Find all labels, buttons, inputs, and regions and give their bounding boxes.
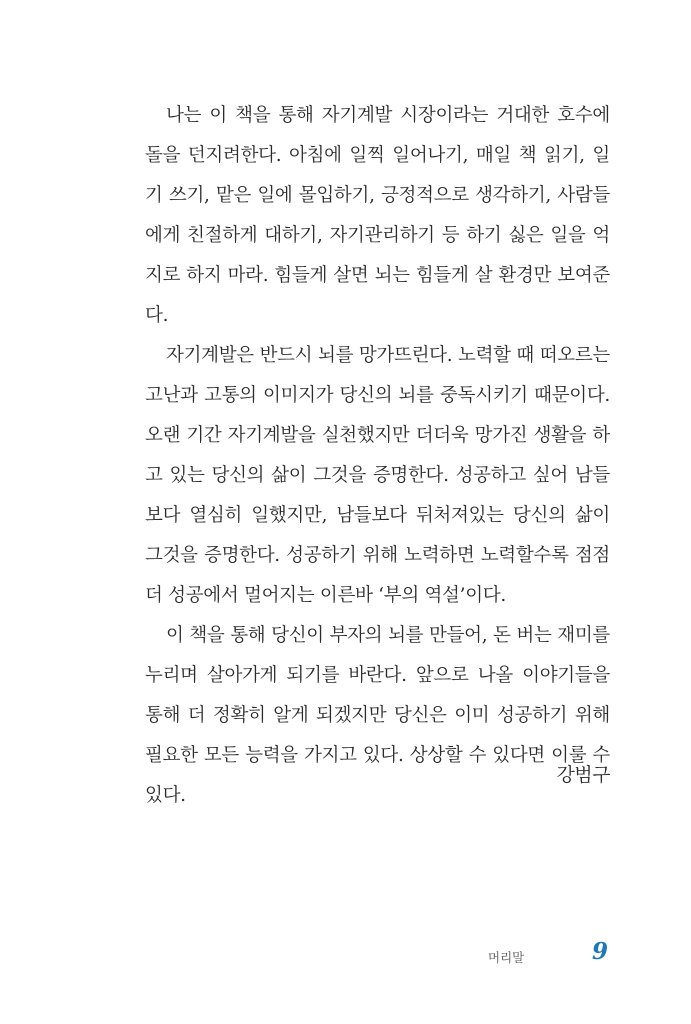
running-footer-section: 머리말 [488, 950, 525, 965]
paragraph-3: 이 책을 통해 당신이 부자의 뇌를 만들어, 돈 버는 재미를 누리며 살아가게 되기를 바란다. 앞으로 나올 이야기들을 통해 더 정확히 알게 되겠지만 당신은 이미 성공하기 위해 필요한 모든 능력을 가지고 있다. 상상할 수 있다면 이룰 수 있다. [145, 625, 610, 806]
paragraph-2: 자기계발은 반드시 뇌를 망가뜨린다. 노력할 때 떠오르는 고난과 고통의 이미지가 당신의 뇌를 중독시키기 때문이다. 오랜 기간 자기계발을 실천했지만 더더욱 망가진 생활을 하고 있는 당신의 삶이 그것을 증명한다. 성공하고 싶어 남들보다 열심히 일했지만, 남들보다 뒤처져있는 당신의 삶이 그것을 증명한다. 성공하기 위해 노력하면 노력할수록 점점 더 성공에서 멀어지는 이른바 ‘부의 역설’이다. [145, 345, 610, 606]
page-number: 9 [592, 938, 609, 965]
preface-body [145, 96, 610, 816]
author-signature: 강범구 [556, 764, 610, 786]
paragraph-1: 나는 이 책을 통해 자기계발 시장이라는 거대한 호수에 돌을 던지려한다. 아침에 일찍 일어나기, 매일 책 읽기, 일기 쓰기, 맡은 일에 몰입하기, 긍정적으로 생각하기, 사람들에게 친절하게 대하기, 자기관리하기 등 하기 싫은 일을 억지로 하지 마라. 힘들게 살면 뇌는 힘들게 살 환경만 보여준다. [145, 105, 610, 326]
